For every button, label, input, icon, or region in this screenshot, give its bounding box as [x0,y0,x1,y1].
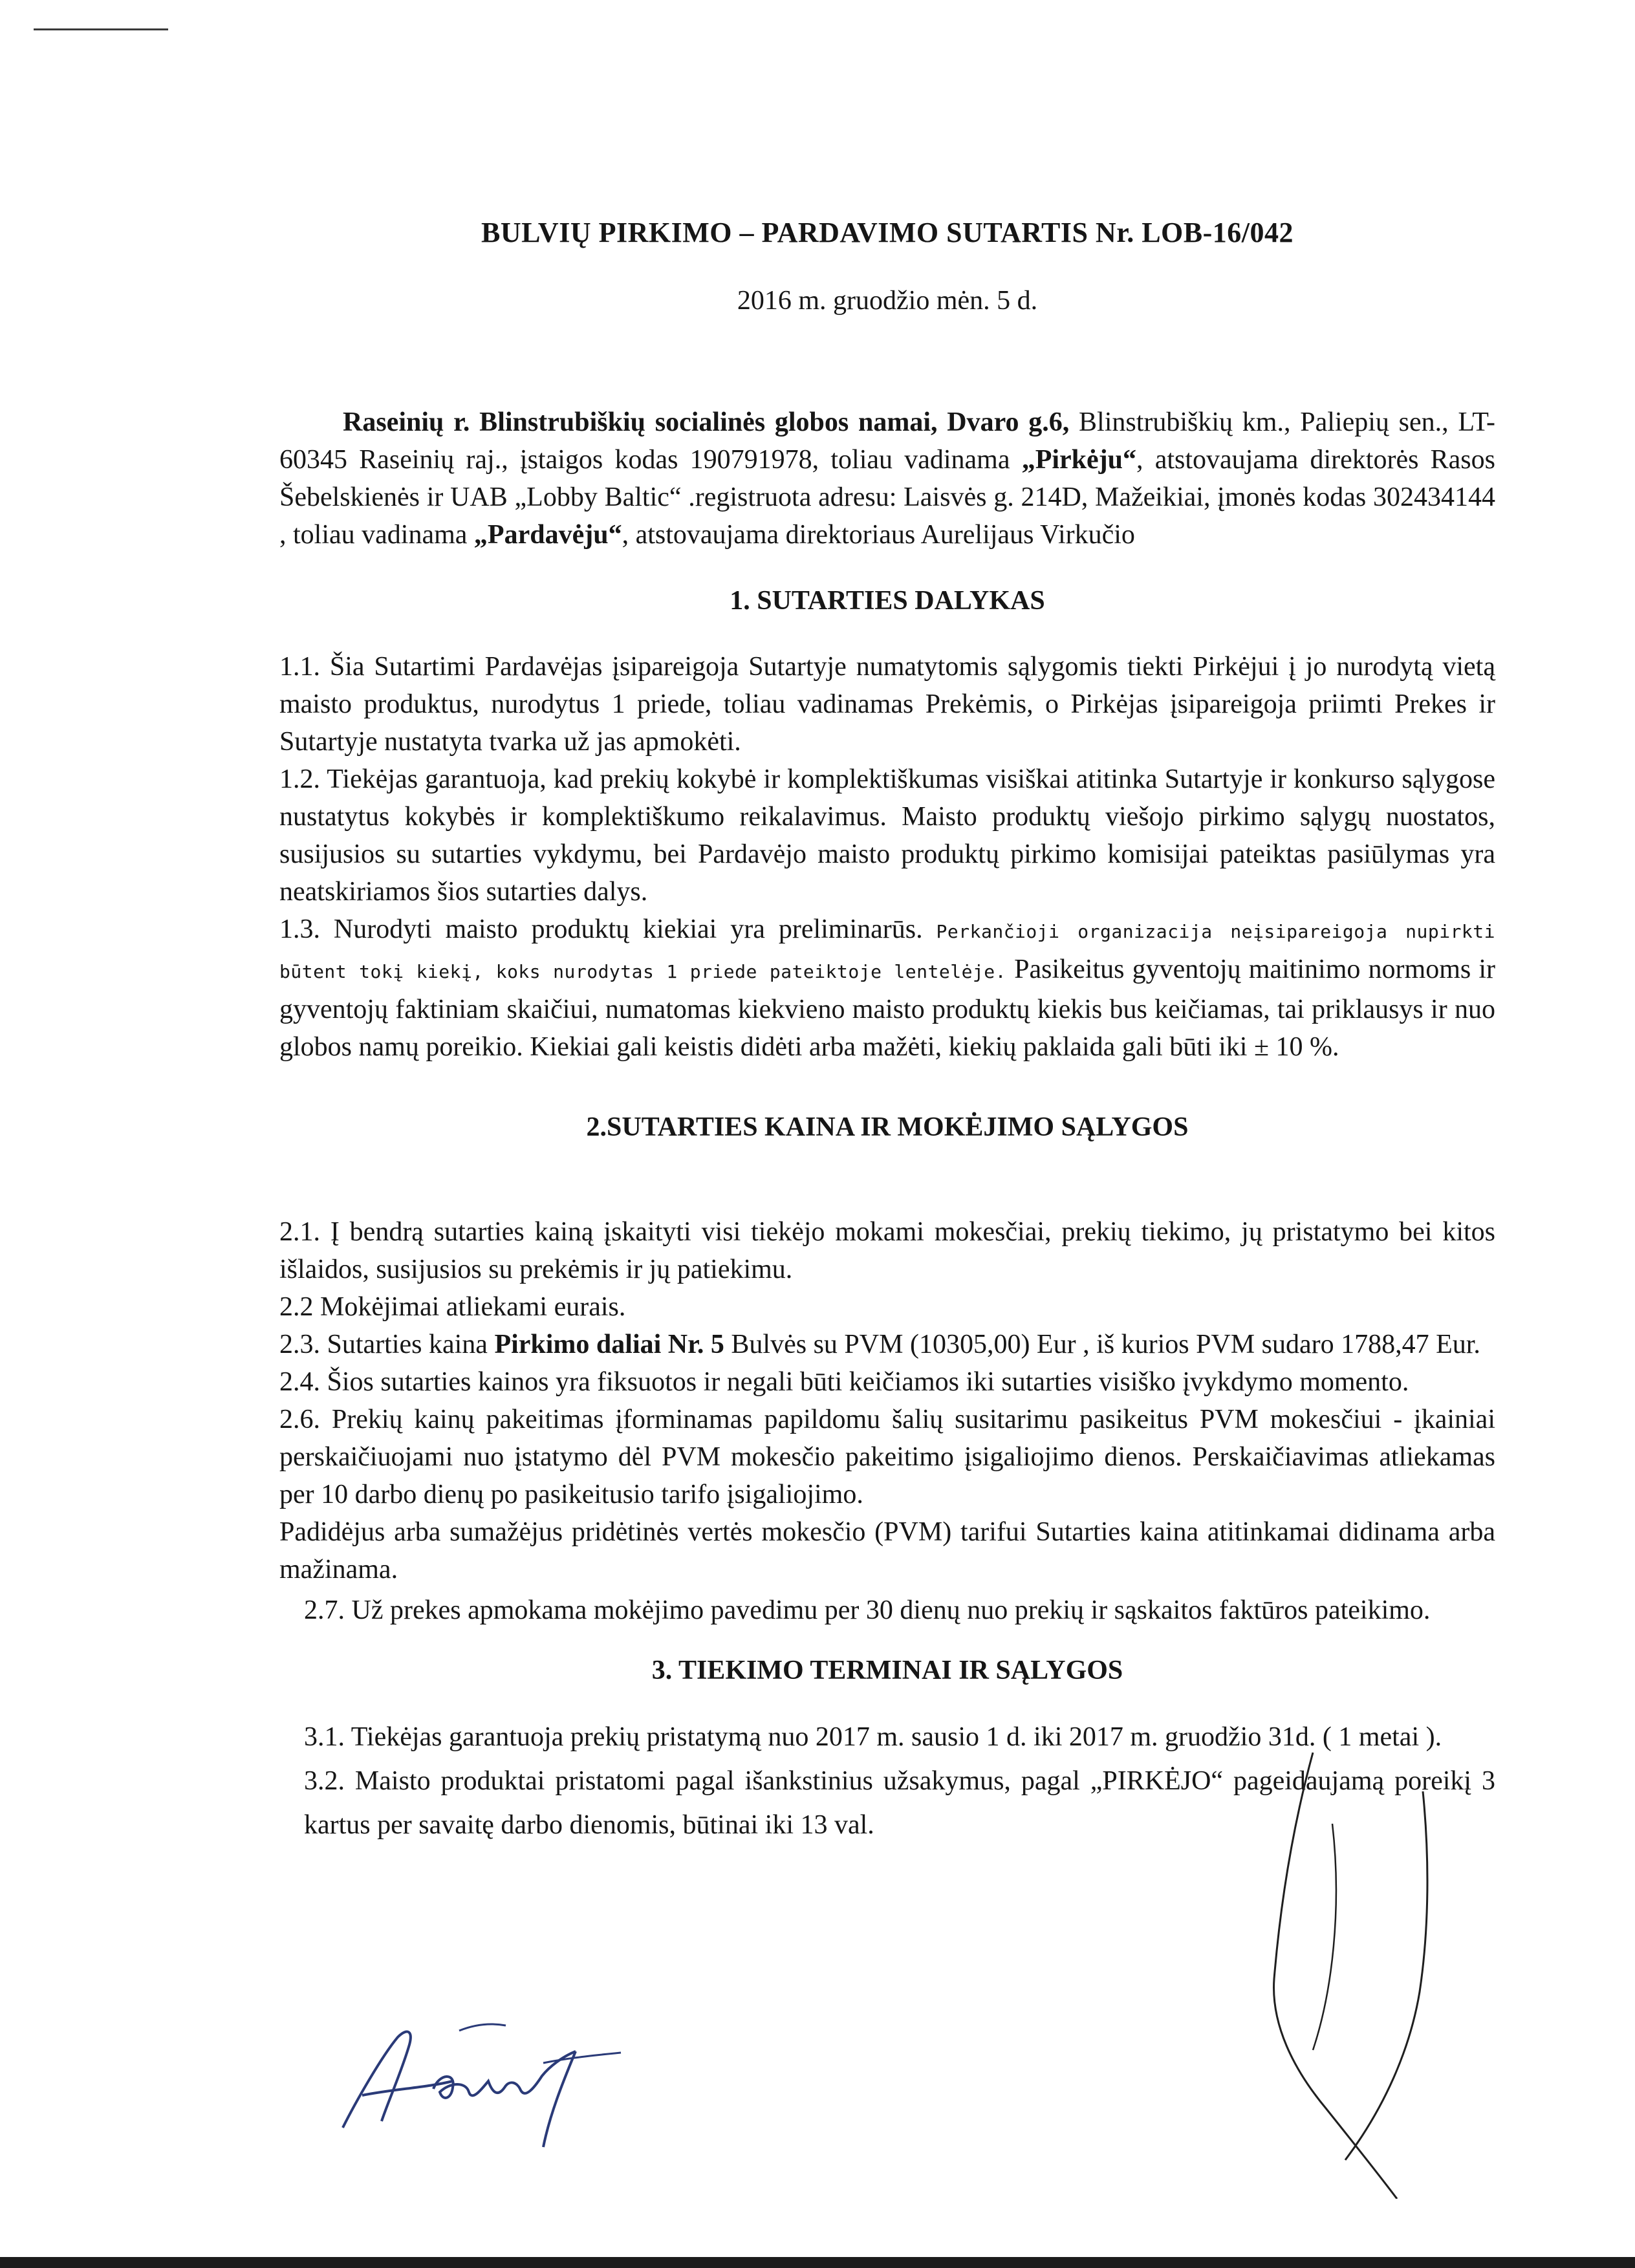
section-2-heading: 2.SUTARTIES KAINA IR MOKĖJIMO SĄLYGOS [586,1112,1189,1142]
signature [336,2011,634,2154]
clause-2-3-bold: Pirkimo daliai Nr. 5 [494,1330,724,1359]
clause-2-3 [279,1326,1495,1363]
clause-2-3-b: Bulvės su PVM (10305,00) Eur , iš kurios PVM sudaro 1788,47 Eur. [724,1330,1480,1359]
parties-paragraph [279,404,1495,554]
clause-2-3-a: 2.3. Sutarties kaina [279,1330,495,1359]
clause-1-3-a: 1.3. Nurodyti maisto produktų kiekiai yra preliminarūs. [279,914,937,944]
contract-date: 2016 m. gruodžio mėn. 5 d. [737,286,1038,316]
clause-2-7: 2.7. Už prekes apmokama mokėjimo pavedimu per 30 dienų nuo prekių ir sąskaitos faktūros pateikimo. [304,1595,1431,1625]
seller-alias: „Pardavėju“ [473,520,622,550]
scan-mark [34,28,168,30]
intro-text-c: , atstovaujama direktoriaus Aurelijaus Virkučio [622,520,1135,550]
clause-2-1: 2.1. Į bendrą sutarties kainą įskaityti visi tiekėjo mokami mokesčiai, prekių tiekimo, jų pristatymo bei kitos išlaidos, susijusios su prekėmis ir jų patiekimu. [279,1217,1495,1284]
clause-1-2: 1.2. Tiekėjas garantuoja, kad prekių kokybė ir komplektiškumas visiškai atitinka Sutartyje ir konkurso sąlygose nustatytus kokybės ir komplektiškumo reikalavimus. Maisto produktų viešojo pirkimo sąlygų nuostatos, susijusios su sutarties vykdymu, bei Pardavėjo maisto produktų pirkimo komisijai pateiktas pasiūlymas yra neatskiriamos šios sutarties dalys. [279,764,1495,907]
scan-bottom-edge [0,2257,1635,2268]
clause-2-6-b: Padidėjus arba sumažėjus pridėtinės vertės mokesčio (PVM) tarifui Sutarties kaina atitinkamai didinama arba mažinama. [279,1517,1495,1584]
clause-1-3 [279,911,1495,1066]
contract-body [279,213,1495,1847]
intro-text-b: , atstovaujama direktorės Rasos Šebelskienės ir UAB „Lobby Baltic“ .registruota adresu: Laisvės g. 214D, Mažeikiai, įmonės kodas 302434144 , toliau vadinama [279,445,1495,550]
clause-3-1: 3.1. Tiekėjas garantuoja prekių pristatymą nuo 2017 m. sausio 1 d. iki 2017 m. gruodžio 31d. ( 1 metai ). [304,1722,1442,1752]
clause-1-1: 1.1. Šia Sutartimi Pardavėjas įsipareigoja Sutartyje numatytomis sąlygomis tiekti Pirkėjui į jo nurodytą vietą maisto produktus, nurodytus 1 priede, toliau vadinamas Prekėmis, o Pirkėjas įsipareigoja priimti Prekes ir Sutartyje nustatyta tvarka už jas apmokėti. [279,652,1495,757]
contract-title: BULVIŲ PIRKIMO – PARDAVIMO SUTARTIS Nr. LOB-16/042 [481,217,1294,248]
buyer-alias: „Pirkėju“ [1021,445,1136,475]
clause-2-2: 2.2 Mokėjimai atliekami eurais. [279,1292,626,1322]
clause-2-4: 2.4. Šios sutarties kainos yra fiksuotos ir negali būti keičiamos iki sutarties visiško įvykdymo momento. [279,1367,1409,1397]
clause-2-6: 2.6. Prekių kainų pakeitimas įforminamas papildomu šalių susitarimu pasikeitus PVM mokesčiui - įkainiai perskaičiuojami nuo įstatymo dėl PVM mokesčio pakeitimo įsigaliojimo dienos. Perskaičiavimas atliekamas per 10 darbo dienų po pasikeitusio tarifo įsigaliojimo. [279,1405,1495,1509]
section-3-heading: 3. TIEKIMO TERMINAI IR SĄLYGOS [651,1656,1123,1685]
clause-3-2: 3.2. Maisto produktai pristatomi pagal išankstinius užsakymus, pagal „PIRKĖJO“ pageidaujamą poreikį 3 kartus per savaitę darbo dienomis, būtinai iki 13 val. [304,1766,1495,1840]
section-1-heading: 1. SUTARTIES DALYKAS [730,586,1045,616]
clause-1-3-b: Pasikeitus gyventojų maitinimo normoms ir gyventojų faktiniam skaičiui, numatomas kiekvieno maisto produktų kiekis bus keičiamas, tai priklausys ir nuo globos namų poreikio. Kiekiai gali keistis didėti arba mažėti, kiekių paklaida gali būti iki ± 10 %. [279,955,1495,1062]
clause-1-3-small: Perkančioji organizacija neįsipareigoja nupirkti būtent tokį kiekį, koks nurodytas 1 priede pateiktoje lentelėje. [279,921,1496,982]
handwritten-signature-stroke [1268,1746,1462,2199]
buyer-name: Raseinių r. Blinstrubiškių socialinės globos namai, Dvaro g.6, [343,407,1070,437]
intro-text-a: Blinstrubiškių km., Paliepių sen., LT-60345 Raseinių raj., įstaigos kodas 190791978, toliau vadinama [279,407,1495,475]
